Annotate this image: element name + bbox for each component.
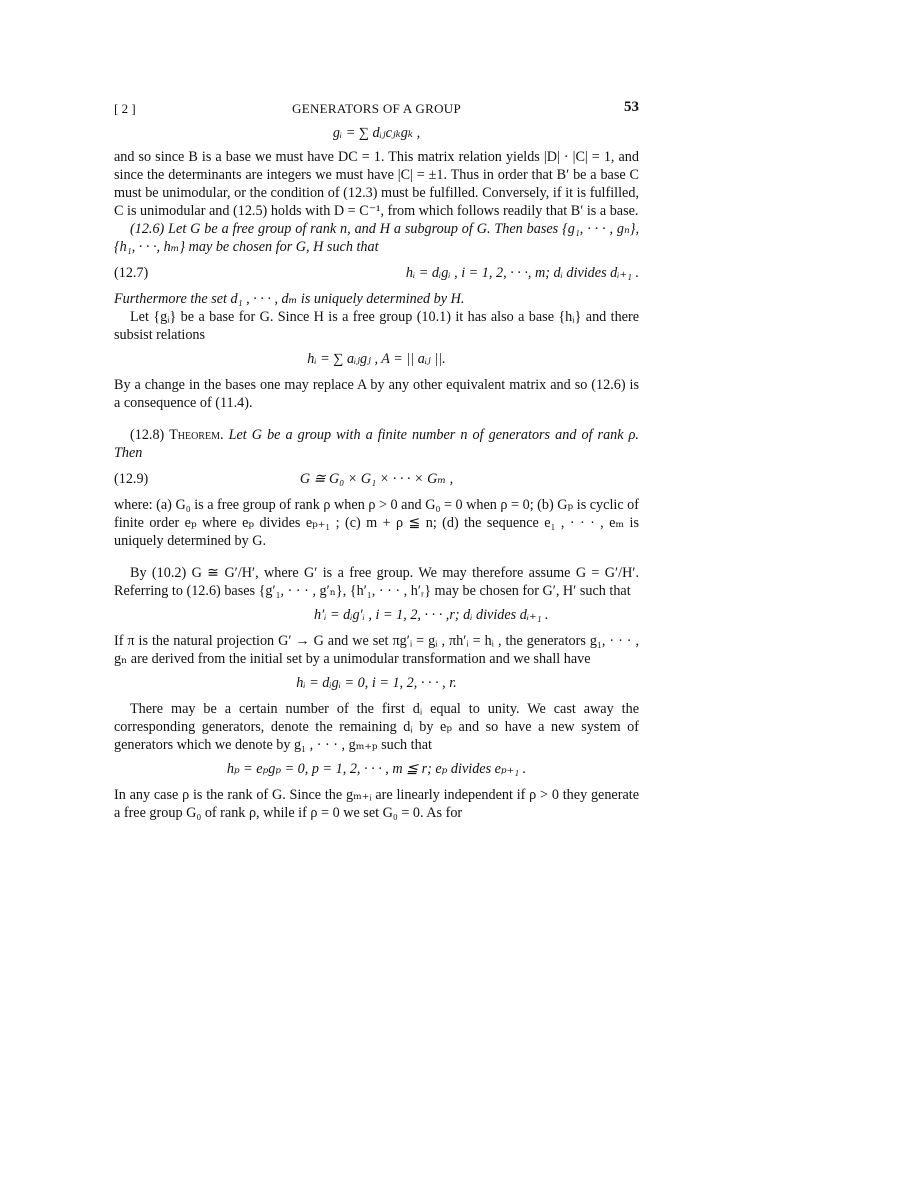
equation-h-prime: h′ᵢ = dᵢg′ᵢ , i = 1, 2, · · · ,r; dᵢ divides dᵢ₊₁ . [314,607,549,623]
page-number: 53 [624,99,639,115]
equation-number: (12.7) [114,265,149,281]
equation-number: (12.9) [114,471,149,487]
paragraph-base-condition: and so since B is a base we must have DC = 1. This matrix relation yields |D| · |C| = 1, and since the determinants are integers we must have |C| = ±1. Thus in order that B′ be a base C must be unimodular, or the condition of (12.3) must be fulfilled. Conversely, if it is fulfilled, C is unimodular and (12.5) holds with D = C⁻¹, from which follows readily that B′ is a base. [114,149,639,219]
proposition-12-6: (12.6) Let G be a free group of rank n, and H a subgroup of G. Then bases {g₁, · · · , gₙ}, {h₁, · · ·, hₘ} may be chosen for G, H such that [114,221,639,255]
paragraph-proof-theorem: By (10.2) G ≅ G′/H′, where G′ is a free group. We may therefore assume G = G′/H′. Referring to (12.6) bases {g′₁, · · · , g′ₙ}, {h′₁, · · · , h′ᵣ} may be chosen for G′, H′ such that [114,565,639,599]
running-header [114,96,639,120]
theorem-statement: Let G be a group with a finite number n of generators and of rank ρ. Then [114,427,639,461]
theorem-label: (12.8) Theorem. [130,427,224,443]
equation-body: hᵢ = dᵢgᵢ , i = 1, 2, · · ·, m; dᵢ divides dᵢ₊₁ . [405,265,639,281]
proposition-uniqueness: Furthermore the set d₁ , · · · , dₘ is uniquely determined by H. [114,291,465,307]
paragraph-proof-start: Let {gᵢ} be a base for G. Since H is a free group (10.1) it has also a base {hᵢ} and there subsist relations [114,309,639,343]
paragraph-rank: In any case ρ is the rank of G. Since the gₘ₊ᵢ are linearly independent if ρ > 0 they generate a free group G₀ of rank ρ, while if ρ = 0 we set G₀ = 0. As for [114,787,639,821]
equation-sum-hi: hᵢ = ∑ aᵢⱼgⱼ , A = || aᵢⱼ ||. [307,351,446,367]
paragraph-consequence: By a change in the bases one may replace A by any other equivalent matrix and so (12.6) is a consequence of (11.4). [114,377,639,411]
equation-sum-gi: gᵢ = ∑ dᵢⱼcⱼₖgₖ , [332,125,421,141]
equation-hi-zero: hᵢ = dᵢgᵢ = 0, i = 1, 2, · · · , r. [296,675,457,691]
equation-body: G ≅ G₀ × G₁ × · · · × Gₘ , [299,471,454,487]
equation-hp-zero: hₚ = eₚgₚ = 0, p = 1, 2, · · · , m ≦ r; eₚ divides eₚ₊₁ . [226,761,527,777]
paragraph-cast-away: There may be a certain number of the first dᵢ equal to unity. We cast away the corresponding generators, denote the remaining dᵢ by eₚ and so have a new system of generators which we denote by g₁ , · · · , gₘ₊ₚ such that [114,701,639,753]
section-marker: [ 2 ] [114,101,136,116]
paragraph-projection: If π is the natural projection G′ → G and we set πg′ᵢ = gᵢ , πh′ᵢ = hᵢ , the generators g₁, · · · , gₙ are derived from the initial set by a unimodular transformation and we shall have [114,633,639,667]
theorem-12-8 [114,426,639,462]
book-page [114,96,639,822]
equation-12-9 [114,468,639,490]
equation-12-7 [114,262,639,284]
paragraph-where-clauses: where: (a) G₀ is a free group of rank ρ when ρ > 0 and G₀ = 0 when ρ = 0; (b) Gₚ is cyclic of finite order eₚ where eₚ divides eₚ₊₁ ; (c) m + ρ ≦ n; (d) the sequence e₁ , · · · , eₘ is uniquely determined by G. [114,497,639,549]
running-title: GENERATORS OF A GROUP [292,101,461,116]
